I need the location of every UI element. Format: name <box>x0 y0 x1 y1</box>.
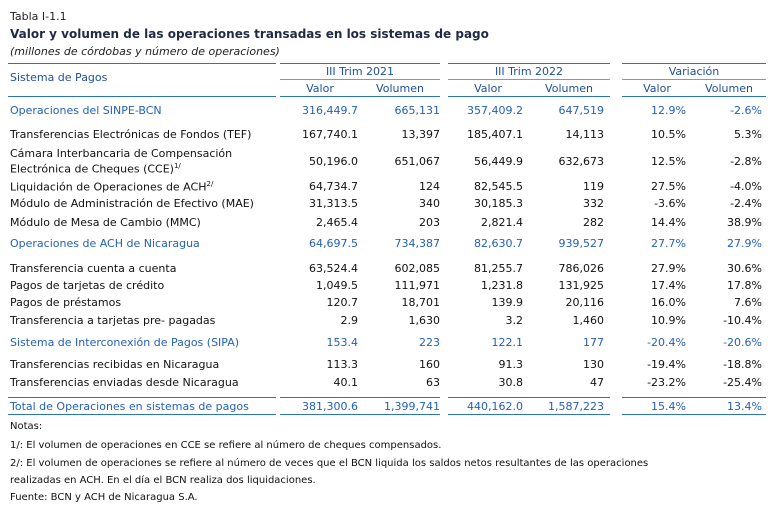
cell-vol21: 124 <box>419 180 440 193</box>
row-label <box>10 197 254 210</box>
cell-v22: 30.8 <box>498 376 523 389</box>
cell-v22: 139.9 <box>491 296 523 309</box>
cell-v22: 81,255.7 <box>474 262 523 275</box>
cell-vol22: 131,925 <box>558 279 604 292</box>
group1-underline <box>280 79 440 80</box>
row-label <box>10 400 249 413</box>
cell-var-vol: -20.6% <box>723 336 762 349</box>
cell-var-v: 27.5% <box>651 180 686 193</box>
cell-v22: 357,409.2 <box>467 104 523 117</box>
cell-v22: 122.1 <box>491 336 523 349</box>
row-label <box>10 147 232 176</box>
cell-vol21: 160 <box>419 358 440 371</box>
total-bottom-rule-group1 <box>280 414 440 415</box>
cell-v21: 120.7 <box>326 296 358 309</box>
header-bottom-rule-col0 <box>8 96 276 97</box>
cell-var-v: 27.7% <box>651 237 686 250</box>
header-bottom-rule-group1 <box>280 96 440 97</box>
row-label-text: Total de Operaciones en sistemas de pagos <box>10 400 249 413</box>
row-label-text: Transferencias Electrónicas de Fondos (TEF) <box>10 128 252 141</box>
cell-v21: 40.1 <box>333 376 358 389</box>
row-label <box>10 104 162 117</box>
note-2-line-1: 2/: El volumen de operaciones se refiere al número de veces que el BCN liquida los saldos netos resultantes de las operaciones <box>10 458 649 469</box>
cell-v21: 2.9 <box>340 314 358 327</box>
row-label-text: Pagos de préstamos <box>10 296 122 309</box>
table-label: Tabla I-1.1 <box>10 10 67 23</box>
cell-v22: 3.2 <box>505 314 523 327</box>
header-group-2021: III Trim 2021 <box>325 65 395 78</box>
row-label-text: Operaciones del SINPE-BCN <box>10 104 162 117</box>
cell-v21: 31,313.5 <box>309 197 358 210</box>
total-bottom-rule-group2 <box>448 414 610 415</box>
cell-var-vol: -4.0% <box>730 180 762 193</box>
cell-vol22: 939,527 <box>558 237 604 250</box>
note-2-line-2: realizadas en ACH. En el día el BCN realiza dos liquidaciones. <box>10 475 316 486</box>
cell-vol22: 130 <box>583 358 604 371</box>
cell-vol22: 20,116 <box>565 296 604 309</box>
cell-v22: 82,630.7 <box>474 237 523 250</box>
header-valor-2022: Valor <box>474 82 502 95</box>
row-label <box>10 336 239 349</box>
cell-v22: 56,449.9 <box>474 155 523 168</box>
cell-vol21: 203 <box>419 216 440 229</box>
row-label <box>10 237 200 250</box>
row-label-text: Transferencias recibidas en Nicaragua <box>10 358 220 371</box>
cell-vol21: 18,701 <box>401 296 440 309</box>
header-group-2022: III Trim 2022 <box>494 65 564 78</box>
cell-var-v: 12.9% <box>651 104 686 117</box>
header-top-rule-group2 <box>448 63 610 64</box>
cell-var-vol: 38.9% <box>727 216 762 229</box>
cell-vol21: 651,067 <box>394 155 440 168</box>
cell-v22: 2,821.4 <box>481 216 523 229</box>
header-top-rule-group3 <box>622 63 766 64</box>
row-label-text: Módulo de Mesa de Cambio (MMC) <box>10 216 201 229</box>
cell-var-v: 14.4% <box>651 216 686 229</box>
cell-v22: 82,545.5 <box>474 180 523 193</box>
row-label <box>10 262 176 275</box>
notes-heading: Notas: <box>10 421 43 432</box>
cell-var-vol: 7.6% <box>734 296 762 309</box>
header-valor-2021: Valor <box>306 82 334 95</box>
cell-vol21: 63 <box>426 376 440 389</box>
row-label <box>10 296 121 309</box>
cell-vol21: 1,399,741 <box>384 400 440 413</box>
cell-var-v: -3.6% <box>654 197 686 210</box>
cell-vol21: 665,131 <box>394 104 440 117</box>
header-top-rule-col0 <box>8 63 276 64</box>
header-group-variacion: Variación <box>668 65 720 78</box>
cell-var-vol: 5.3% <box>734 128 762 141</box>
cell-v21: 63,524.4 <box>309 262 358 275</box>
cell-vol22: 647,519 <box>558 104 604 117</box>
total-top-rule-group3 <box>622 397 766 398</box>
cell-v21: 64,697.5 <box>309 237 358 250</box>
row-label <box>10 128 251 141</box>
cell-v22: 185,407.1 <box>467 128 523 141</box>
cell-vol22: 14,113 <box>565 128 604 141</box>
row-label-text: Transferencia cuenta a cuenta <box>10 262 177 275</box>
row-label <box>10 216 201 229</box>
cell-vol21: 1,630 <box>408 314 440 327</box>
cell-var-v: 16.0% <box>651 296 686 309</box>
cell-vol21: 340 <box>419 197 440 210</box>
cell-v22: 440,162.0 <box>467 400 523 413</box>
cell-vol22: 282 <box>583 216 604 229</box>
cell-var-vol: 30.6% <box>727 262 762 275</box>
row-label-text: Liquidación de Operaciones de ACH <box>10 180 207 194</box>
row-label-text: Cámara Interbancaria de Compensación <box>10 147 233 160</box>
cell-v21: 167,740.1 <box>302 128 358 141</box>
cell-var-vol: -2.6% <box>730 104 762 117</box>
header-bottom-rule-group2 <box>448 96 610 97</box>
row-label-text: Transferencia a tarjetas pre- pagadas <box>10 314 216 327</box>
cell-var-v: 10.5% <box>651 128 686 141</box>
cell-var-vol: 17.8% <box>727 279 762 292</box>
cell-var-v: 12.5% <box>651 155 686 168</box>
total-bottom-rule-group3 <box>622 414 766 415</box>
note-1: 1/: El volumen de operaciones en CCE se refiere al número de cheques compensados. <box>10 440 442 451</box>
cell-vol22: 1,587,223 <box>548 400 604 413</box>
total-bottom-rule-col0 <box>8 414 276 415</box>
cell-var-v: -19.4% <box>647 358 686 371</box>
row-label <box>10 279 164 292</box>
cell-vol22: 177 <box>583 336 604 349</box>
source-note: Fuente: BCN y ACH de Nicaragua S.A. <box>10 492 198 503</box>
cell-vol21: 602,085 <box>394 262 440 275</box>
row-label-text: Módulo de Administración de Efectivo (MAE) <box>10 197 254 210</box>
cell-vol21: 734,387 <box>394 237 440 250</box>
cell-v21: 64,734.7 <box>309 180 358 193</box>
row-label <box>10 358 219 371</box>
cell-v22: 91.3 <box>498 358 523 371</box>
row-label <box>10 314 215 327</box>
cell-v21: 2,465.4 <box>316 216 358 229</box>
cell-v21: 50,196.0 <box>309 155 358 168</box>
cell-var-vol: -18.8% <box>723 358 762 371</box>
footnote-marker: 2/ <box>206 180 214 188</box>
cell-v21: 153.4 <box>326 336 358 349</box>
table-subtitle: (millones de córdobas y número de operaciones) <box>10 45 280 58</box>
cell-vol22: 1,460 <box>572 314 604 327</box>
cell-v21: 1,049.5 <box>316 279 358 292</box>
group2-underline <box>448 79 610 80</box>
header-valor-variacion: Valor <box>643 82 671 95</box>
cell-var-v: 27.9% <box>651 262 686 275</box>
row-label-text-line2: Electrónica de Cheques (CCE) <box>10 162 174 176</box>
cell-v21: 381,300.6 <box>302 400 358 413</box>
row-label-text: Pagos de tarjetas de crédito <box>10 279 165 292</box>
row-label <box>10 180 213 194</box>
cell-var-vol: 27.9% <box>727 237 762 250</box>
row-label <box>10 376 239 389</box>
cell-vol22: 786,026 <box>558 262 604 275</box>
cell-var-v: -23.2% <box>647 376 686 389</box>
cell-vol22: 119 <box>583 180 604 193</box>
cell-v22: 1,231.8 <box>481 279 523 292</box>
header-volumen-2021: Volumen <box>376 82 424 95</box>
total-top-rule-group1 <box>280 397 440 398</box>
header-sistema-de-pagos: Sistema de Pagos <box>10 71 108 84</box>
header-volumen-2022: Volumen <box>545 82 593 95</box>
cell-var-v: 10.9% <box>651 314 686 327</box>
cell-v21: 113.3 <box>326 358 358 371</box>
header-volumen-variacion: Volumen <box>705 82 753 95</box>
cell-var-vol: 13.4% <box>727 400 762 413</box>
cell-vol21: 223 <box>419 336 440 349</box>
table-title: Valor y volumen de las operaciones transadas en los sistemas de pago <box>10 27 489 41</box>
cell-v22: 30,185.3 <box>474 197 523 210</box>
cell-var-vol: -2.4% <box>730 197 762 210</box>
cell-var-vol: -25.4% <box>723 376 762 389</box>
cell-v21: 316,449.7 <box>302 104 358 117</box>
cell-vol22: 47 <box>590 376 604 389</box>
row-label-text: Transferencias enviadas desde Nicaragua <box>10 376 239 389</box>
group3-underline <box>622 79 766 80</box>
row-label-text: Sistema de Interconexión de Pagos (SIPA) <box>10 336 240 349</box>
cell-vol22: 332 <box>583 197 604 210</box>
total-top-rule-group2 <box>448 397 610 398</box>
cell-var-v: 15.4% <box>651 400 686 413</box>
cell-var-vol: -10.4% <box>723 314 762 327</box>
row-label-text: Operaciones de ACH de Nicaragua <box>10 237 200 250</box>
cell-vol21: 13,397 <box>401 128 440 141</box>
cell-vol22: 632,673 <box>558 155 604 168</box>
cell-var-vol: -2.8% <box>730 155 762 168</box>
footnote-marker: 1/ <box>173 162 181 170</box>
cell-var-v: -20.4% <box>647 336 686 349</box>
total-top-rule-col0 <box>8 397 276 398</box>
header-top-rule-group1 <box>280 63 440 64</box>
header-bottom-rule-group3 <box>622 96 766 97</box>
cell-vol21: 111,971 <box>394 279 440 292</box>
cell-var-v: 17.4% <box>651 279 686 292</box>
